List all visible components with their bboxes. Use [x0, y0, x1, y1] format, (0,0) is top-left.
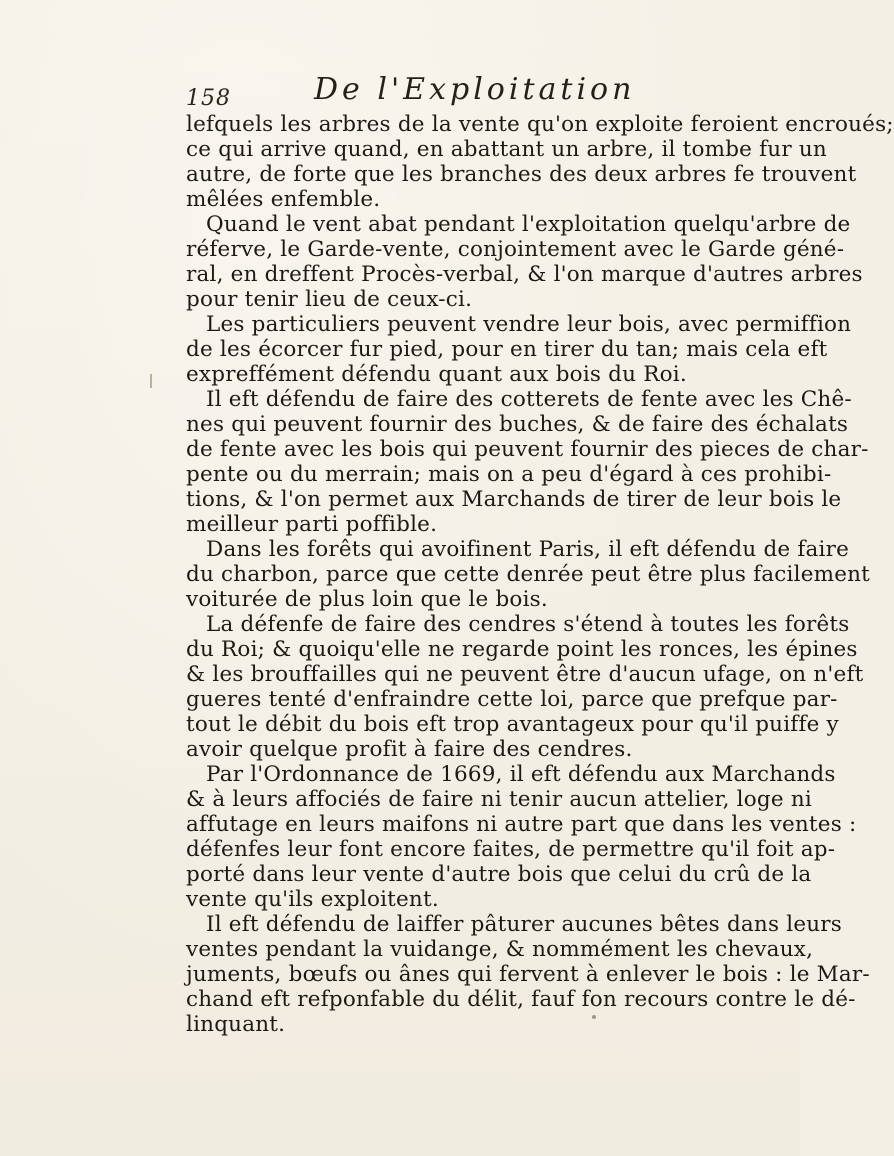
text-line: linquant.: [186, 1012, 286, 1037]
text-line: avoir quelque profit à faire des cendres.: [186, 737, 633, 762]
text-line: voiturée de plus loin que le bois.: [186, 587, 548, 612]
text-line: & à leurs affociés de faire ni tenir aucun attelier, loge ni: [186, 787, 812, 812]
text-line: lefquels les arbres de la vente qu'on exploite feroient encroués;: [186, 112, 894, 137]
text-line: du Roi; & quoiqu'elle ne regarde point les ronces, les épines: [186, 637, 858, 662]
margin-mark: [150, 374, 152, 388]
text-line: Dans les forêts qui avoifinent Paris, il eft défendu de faire: [206, 537, 850, 562]
text-line: réferve, le Garde-vente, conjointement avec le Garde géné-: [186, 237, 845, 262]
text-line: ce qui arrive quand, en abattant un arbre, il tombe fur un: [186, 137, 827, 162]
text-line: ral, en dreffent Procès-verbal, & l'on marque d'autres arbres: [186, 262, 863, 287]
text-line: Quand le vent abat pendant l'exploitation quelqu'arbre de: [206, 212, 851, 237]
text-line: défenfes leur font encore faites, de permettre qu'il foit ap-: [186, 837, 836, 862]
text-line: nes qui peuvent fournir des buches, & de faire des échalats: [186, 412, 849, 437]
running-head: De l'Exploitation: [314, 72, 636, 107]
text-line: pour tenir lieu de ceux-ci.: [186, 287, 473, 312]
text-line: ventes pendant la vuidange, & nommément les chevaux,: [186, 937, 814, 962]
text-line: expreffément défendu quant aux bois du Roi.: [186, 362, 687, 387]
text-line: pente ou du merrain; mais on a peu d'égard à ces prohibi-: [186, 462, 832, 487]
text-line: & les brouffailles qui ne peuvent être d'aucun ufage, on n'eft: [186, 662, 864, 687]
text-line: Par l'Ordonnance de 1669, il eft défendu aux Marchands: [206, 762, 836, 787]
text-line: affutage en leurs maifons ni autre part que dans les ventes :: [186, 812, 857, 837]
text-line: du charbon, parce que cette denrée peut être plus facilement: [186, 562, 871, 587]
text-line: meilleur parti poffible.: [186, 512, 438, 537]
text-line: vente qu'ils exploitent.: [186, 887, 439, 912]
text-line: La défenfe de faire des cendres s'étend à toutes les forêts: [206, 612, 850, 637]
text-line: de fente avec les bois qui peuvent fournir des pieces de char-: [186, 437, 869, 462]
text-line: Il eft défendu de faire des cotterets de fente avec les Chê-: [206, 387, 852, 412]
text-line: tions, & l'on permet aux Marchands de tirer de leur bois le: [186, 487, 842, 512]
text-line: mêlées enfemble.: [186, 187, 381, 212]
text-line: autre, de forte que les branches des deux arbres fe trouvent: [186, 162, 857, 187]
text-line: gueres tenté d'enfraindre cette loi, parce que prefque par-: [186, 687, 838, 712]
body-text: [186, 112, 894, 1037]
paper-speck: [592, 1015, 596, 1019]
page-number: 158: [186, 86, 231, 111]
text-line: de les écorcer fur pied, pour en tirer du tan; mais cela eft: [186, 337, 828, 362]
text-line: Il eft défendu de laiffer pâturer aucunes bêtes dans leurs: [206, 912, 843, 937]
text-line: chand eft refponfable du délit, fauf fon recours contre le dé-: [186, 987, 856, 1012]
text-line: Les particuliers peuvent vendre leur bois, avec permiffion: [206, 312, 852, 337]
text-line: tout le débit du bois eft trop avantageux pour qu'il puiffe y: [186, 712, 839, 737]
text-line: porté dans leur vente d'autre bois que celui du crû de la: [186, 862, 812, 887]
page-header: [186, 66, 730, 111]
text-line: juments, bœufs ou ânes qui fervent à enlever le bois : le Mar-: [186, 962, 870, 987]
